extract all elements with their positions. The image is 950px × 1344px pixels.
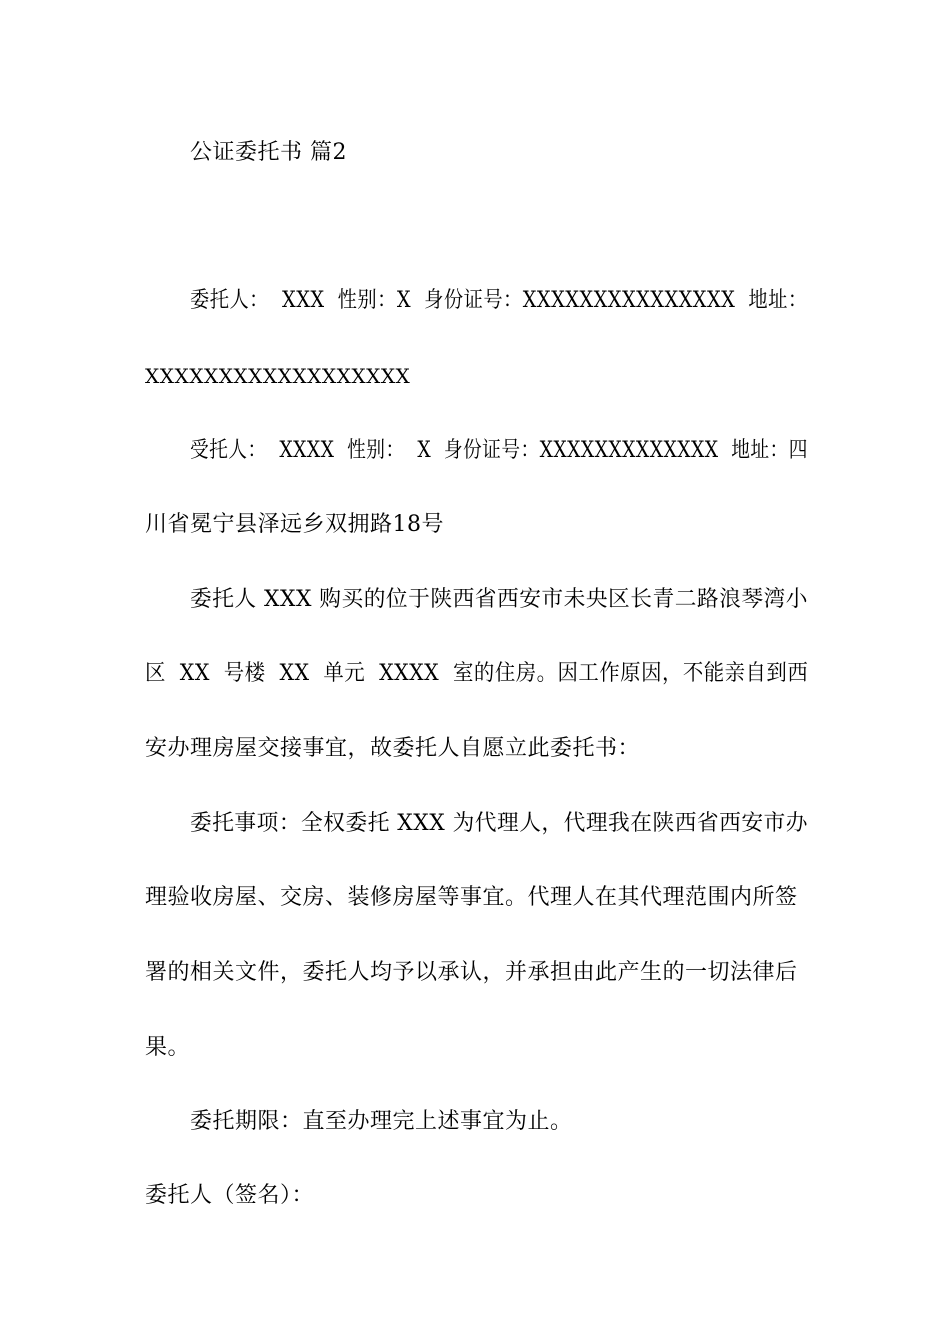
matters-paragraph-line-3: 署的相关文件，委托人均予以承认，并承担由此产生的一切法律后 — [145, 960, 798, 985]
background-paragraph-line-2: 区 XX 号楼 XX 单元 XXXX 室的住房。因工作原因，不能亲自到西 — [145, 661, 809, 686]
principal-info-line-1: 委托人： XXX 性别：X 身份证号：XXXXXXXXXXXXXXX 地址： — [190, 288, 808, 313]
principal-info-line-2: XXXXXXXXXXXXXXXXXX — [145, 364, 411, 388]
period-line: 委托期限：直至办理完上述事宜为止。 — [190, 1109, 573, 1134]
matters-paragraph-line-1: 委托事项：全权委托 XXX 为代理人，代理我在陕西省西安市办 — [190, 811, 808, 836]
matters-paragraph-line-2: 理验收房屋、交房、装修房屋等事宜。代理人在其代理范围内所签 — [145, 885, 798, 910]
background-paragraph-line-3: 安办理房屋交接事宜，故委托人自愿立此委托书： — [145, 736, 641, 761]
matters-paragraph-line-4: 果。 — [145, 1035, 191, 1060]
document-heading: 公证委托书 篇2 — [190, 140, 347, 165]
background-paragraph-line-1: 委托人 XXX 购买的位于陕西省西安市未央区长青二路浪琴湾小 — [190, 587, 808, 612]
signature-label: 委托人（签名）： — [145, 1183, 315, 1208]
agent-info-line-1: 受托人： XXXX 性别： X 身份证号：XXXXXXXXXXXXX 地址：四 — [190, 438, 808, 463]
agent-info-line-2: 川省冕宁县泽远乡双拥路18号 — [145, 512, 444, 537]
